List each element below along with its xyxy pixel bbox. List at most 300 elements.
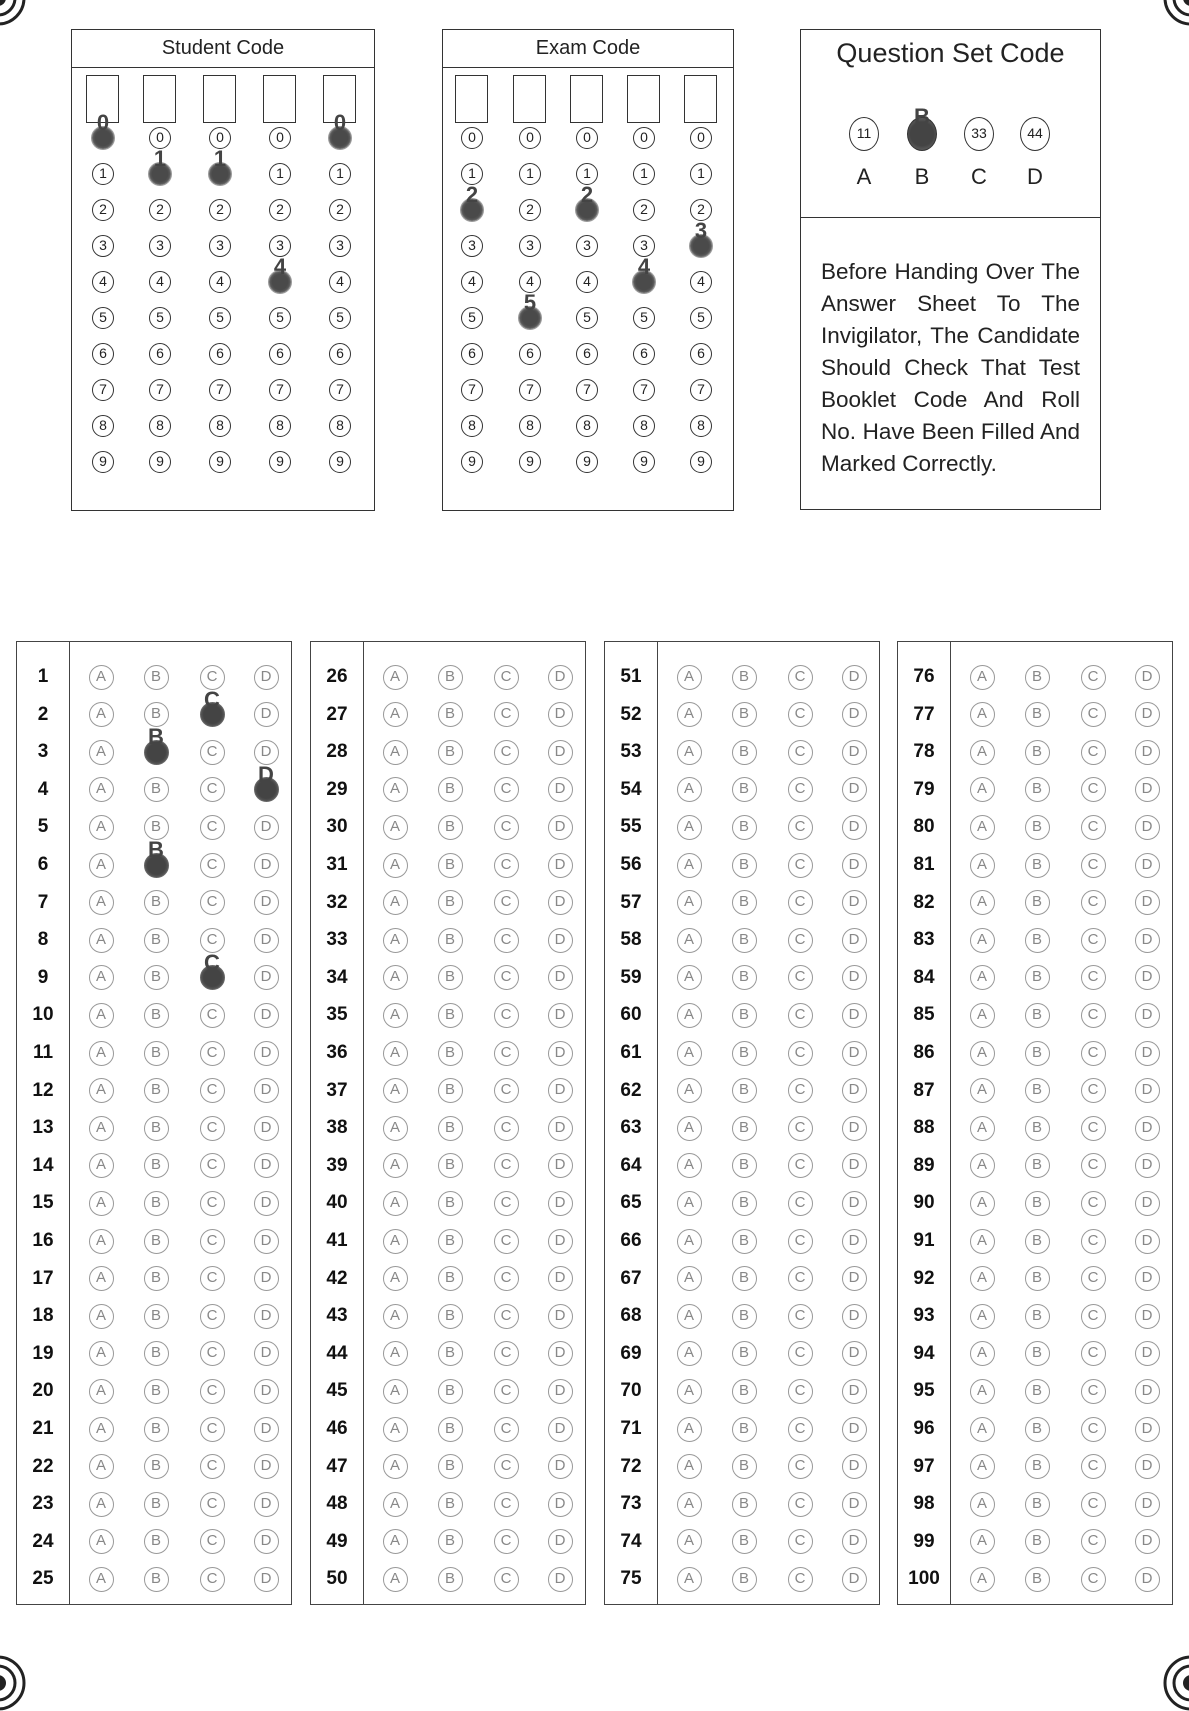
answer-option-bubble[interactable]: A [970,815,995,840]
answer-option-bubble[interactable]: A [677,890,702,915]
answer-option-bubble[interactable]: B [144,1529,169,1554]
answer-option-bubble[interactable]: C [1081,1492,1106,1517]
answer-option-bubble[interactable]: D [548,1417,573,1442]
answer-option-bubble[interactable]: D [842,853,867,878]
answer-option-bubble[interactable]: B [144,1041,169,1066]
answer-option-bubble[interactable]: C [1081,815,1106,840]
answer-option-bubble[interactable]: B [438,853,463,878]
student-code-bubble[interactable]: 9 [92,451,114,473]
answer-option-bubble[interactable]: B [438,1454,463,1479]
exam-code-bubble[interactable]: 9 [690,451,712,473]
answer-option-bubble[interactable]: D [548,1041,573,1066]
answer-option-bubble[interactable]: B [1025,1041,1050,1066]
answer-option-bubble[interactable]: B [144,890,169,915]
answer-option-bubble[interactable]: A [89,1153,114,1178]
answer-option-bubble[interactable]: D [254,1454,279,1479]
student-code-bubble[interactable]: 4 [329,271,351,293]
answer-option-bubble[interactable]: A [383,1229,408,1254]
answer-option-bubble[interactable]: D [254,665,279,690]
code-digit-input[interactable] [143,75,176,123]
answer-option-bubble[interactable]: B [438,1304,463,1329]
answer-option-bubble[interactable]: B [1025,1229,1050,1254]
answer-option-bubble[interactable]: D [548,965,573,990]
answer-option-bubble[interactable]: B [1025,1529,1050,1554]
answer-option-bubble[interactable]: B [1025,1417,1050,1442]
answer-option-bubble[interactable]: A [383,665,408,690]
answer-option-bubble[interactable]: C [200,1266,225,1291]
student-code-bubble[interactable]: 7 [149,379,171,401]
answer-option-bubble[interactable]: D [842,1529,867,1554]
answer-option-bubble[interactable]: D [548,928,573,953]
answer-option-bubble[interactable]: A [383,1492,408,1517]
answer-option-bubble[interactable]: C [494,740,519,765]
answer-option-bubble[interactable]: C [788,815,813,840]
student-code-bubble[interactable]: 9 [209,451,231,473]
exam-code-bubble[interactable]: 0 [633,127,655,149]
question-set-bubble-c[interactable]: 33 [964,117,994,151]
student-code-bubble[interactable]: 7 [329,379,351,401]
answer-option-bubble[interactable]: A [383,928,408,953]
exam-code-bubble[interactable]: 4 [519,271,541,293]
answer-option-bubble[interactable]: A [677,665,702,690]
answer-option-bubble[interactable]: C [200,740,225,765]
answer-option-bubble[interactable]: D [842,665,867,690]
student-code-bubble[interactable]: 8 [329,415,351,437]
answer-option-bubble[interactable]: D [842,1304,867,1329]
answer-option-bubble[interactable]: D [548,1567,573,1592]
answer-option-bubble[interactable]: D [842,1041,867,1066]
student-code-bubble[interactable]: 5 [269,307,291,329]
student-code-bubble[interactable]: 9 [329,451,351,473]
student-code-bubble[interactable]: 6 [329,343,351,365]
exam-code-bubble[interactable]: 6 [461,343,483,365]
answer-option-bubble[interactable]: A [970,1379,995,1404]
answer-option-bubble[interactable]: A [970,740,995,765]
exam-code-bubble[interactable]: 1 [461,163,483,185]
exam-code-bubble[interactable]: 6 [690,343,712,365]
answer-option-bubble[interactable]: D [548,1304,573,1329]
answer-option-bubble[interactable]: A [383,1116,408,1141]
answer-option-bubble[interactable]: B [438,890,463,915]
answer-option-bubble[interactable]: B [732,702,757,727]
answer-option-bubble[interactable]: D [548,890,573,915]
answer-option-bubble[interactable]: C [788,1492,813,1517]
answer-option-bubble[interactable]: C [494,1454,519,1479]
answer-option-bubble[interactable]: B [1025,740,1050,765]
answer-option-bubble[interactable]: A [89,1492,114,1517]
answer-option-bubble[interactable]: C [494,965,519,990]
answer-option-bubble[interactable]: B [1025,1379,1050,1404]
answer-option-bubble[interactable]: D [842,1191,867,1216]
answer-option-bubble[interactable]: D [1135,1266,1160,1291]
answer-option-bubble[interactable]: D [548,853,573,878]
answer-option-bubble[interactable]: A [677,1116,702,1141]
answer-option-bubble[interactable]: C [788,1454,813,1479]
answer-option-bubble[interactable]: A [89,1529,114,1554]
student-code-bubble[interactable]: 5 [149,307,171,329]
exam-code-bubble[interactable]: 1 [633,163,655,185]
answer-option-bubble[interactable]: B [1025,1153,1050,1178]
answer-option-bubble[interactable]: A [677,702,702,727]
student-code-bubble[interactable]: 3 [329,235,351,257]
answer-option-bubble[interactable]: A [383,702,408,727]
answer-option-bubble[interactable]: A [383,1379,408,1404]
answer-option-bubble[interactable]: C [200,1379,225,1404]
answer-option-bubble[interactable]: C [788,1341,813,1366]
answer-option-bubble[interactable]: D [842,890,867,915]
answer-option-bubble[interactable]: D [548,777,573,802]
answer-option-bubble[interactable]: B [144,815,169,840]
answer-option-bubble[interactable]: D [254,740,279,765]
exam-code-bubble[interactable]: 3 [461,235,483,257]
answer-option-bubble[interactable]: D [842,1341,867,1366]
answer-option-bubble[interactable]: C [200,1078,225,1103]
answer-option-bubble[interactable]: D [1135,1379,1160,1404]
answer-option-bubble[interactable]: C [494,665,519,690]
answer-option-bubble[interactable]: D [842,1379,867,1404]
answer-option-bubble[interactable]: A [89,1417,114,1442]
answer-option-bubble[interactable]: B [1025,1304,1050,1329]
answer-option-bubble[interactable]: C [788,1529,813,1554]
answer-option-bubble[interactable]: B [144,1454,169,1479]
code-digit-input[interactable] [513,75,546,123]
student-code-bubble[interactable]: 4 [149,271,171,293]
answer-option-bubble[interactable]: D [254,1191,279,1216]
exam-code-bubble[interactable]: 8 [690,415,712,437]
answer-option-bubble[interactable]: A [970,702,995,727]
answer-option-bubble[interactable]: A [970,928,995,953]
answer-option-bubble[interactable]: A [383,1341,408,1366]
answer-option-bubble[interactable]: C [1081,890,1106,915]
answer-option-bubble[interactable]: D [254,1229,279,1254]
answer-option-bubble[interactable]: D [254,965,279,990]
exam-code-bubble[interactable]: 0 [576,127,598,149]
answer-option-bubble[interactable]: C [494,1041,519,1066]
answer-option-bubble[interactable]: A [89,1229,114,1254]
exam-code-bubble[interactable]: 9 [519,451,541,473]
answer-option-bubble[interactable]: B [144,1379,169,1404]
answer-option-bubble[interactable]: B [144,1304,169,1329]
answer-option-bubble[interactable]: D [842,1229,867,1254]
answer-option-bubble[interactable]: B [438,1492,463,1517]
answer-option-bubble[interactable]: A [970,1153,995,1178]
answer-option-bubble[interactable]: A [383,1454,408,1479]
answer-option-bubble[interactable]: A [89,702,114,727]
answer-option-bubble[interactable]: C [494,1417,519,1442]
answer-option-bubble[interactable]: B [438,1153,463,1178]
answer-option-bubble[interactable]: D [842,965,867,990]
exam-code-bubble[interactable]: 5 [690,307,712,329]
answer-option-bubble[interactable]: A [383,1529,408,1554]
answer-option-bubble[interactable]: C [1081,1529,1106,1554]
answer-option-bubble[interactable]: D [548,1153,573,1178]
answer-option-bubble[interactable]: A [89,1078,114,1103]
answer-option-bubble[interactable]: B [732,890,757,915]
answer-option-bubble[interactable]: B [1025,1078,1050,1103]
answer-option-bubble[interactable]: D [1135,1417,1160,1442]
answer-option-bubble[interactable]: C [1081,1567,1106,1592]
answer-option-bubble[interactable]: A [89,965,114,990]
answer-option-bubble[interactable]: C [200,1567,225,1592]
answer-option-bubble[interactable]: B [144,965,169,990]
answer-option-bubble[interactable]: C [494,1266,519,1291]
answer-option-bubble[interactable]: A [677,965,702,990]
answer-option-bubble[interactable]: D [1135,1304,1160,1329]
answer-option-bubble[interactable]: C [788,1003,813,1028]
answer-option-bubble[interactable]: C [788,702,813,727]
student-code-bubble[interactable]: 4 [209,271,231,293]
answer-option-bubble[interactable]: C [200,665,225,690]
answer-option-bubble[interactable]: D [1135,1492,1160,1517]
student-code-bubble[interactable]: 3 [269,235,291,257]
answer-option-bubble[interactable]: B [732,1567,757,1592]
student-code-bubble[interactable]: 9 [149,451,171,473]
answer-option-bubble[interactable]: B [732,1078,757,1103]
exam-code-bubble[interactable]: 0 [461,127,483,149]
answer-option-bubble[interactable]: D [1135,1153,1160,1178]
answer-option-bubble[interactable]: B [1025,1191,1050,1216]
answer-option-bubble[interactable]: B [144,1417,169,1442]
answer-option-bubble[interactable]: A [677,1041,702,1066]
answer-option-bubble[interactable]: A [677,1078,702,1103]
answer-option-bubble[interactable]: B [1025,890,1050,915]
answer-option-bubble[interactable]: B [144,665,169,690]
answer-option-bubble[interactable]: B [438,1191,463,1216]
answer-option-bubble[interactable]: C [494,1529,519,1554]
answer-option-bubble[interactable]: A [677,853,702,878]
answer-option-bubble[interactable]: B [438,1041,463,1066]
answer-option-bubble[interactable]: C [1081,965,1106,990]
answer-option-bubble[interactable]: B [732,777,757,802]
student-code-bubble[interactable]: 5 [329,307,351,329]
exam-code-bubble[interactable]: 6 [633,343,655,365]
answer-option-bubble[interactable]: A [383,1567,408,1592]
answer-option-bubble[interactable]: D [842,1153,867,1178]
answer-option-bubble[interactable]: C [200,1191,225,1216]
student-code-bubble[interactable]: 8 [209,415,231,437]
answer-option-bubble[interactable]: D [254,928,279,953]
answer-option-bubble[interactable]: C [200,1116,225,1141]
answer-option-bubble[interactable]: B [438,1116,463,1141]
exam-code-bubble[interactable]: 6 [576,343,598,365]
answer-option-bubble[interactable]: D [1135,890,1160,915]
answer-option-bubble[interactable]: B [144,702,169,727]
answer-option-bubble[interactable]: B [144,1078,169,1103]
answer-option-bubble[interactable]: C [494,1304,519,1329]
answer-option-bubble[interactable]: D [548,1116,573,1141]
student-code-bubble[interactable]: 4 [92,271,114,293]
student-code-bubble[interactable]: 0 [269,127,291,149]
student-code-bubble[interactable]: 8 [269,415,291,437]
answer-option-bubble[interactable]: C [200,777,225,802]
answer-option-bubble[interactable]: D [254,890,279,915]
exam-code-bubble[interactable]: 5 [461,307,483,329]
answer-option-bubble[interactable]: D [548,702,573,727]
student-code-bubble[interactable]: 5 [209,307,231,329]
answer-option-bubble[interactable]: A [970,777,995,802]
answer-option-bubble[interactable]: A [677,1341,702,1366]
student-code-bubble[interactable]: 6 [269,343,291,365]
exam-code-bubble[interactable]: 2 [519,199,541,221]
answer-option-bubble[interactable]: B [438,1003,463,1028]
answer-option-bubble[interactable]: C [1081,777,1106,802]
exam-code-bubble[interactable]: 4 [576,271,598,293]
answer-option-bubble[interactable]: B [732,740,757,765]
answer-option-bubble[interactable]: C [788,1266,813,1291]
code-digit-input[interactable] [455,75,488,123]
answer-option-bubble[interactable]: B [1025,1266,1050,1291]
answer-option-bubble[interactable]: D [1135,1116,1160,1141]
answer-option-bubble[interactable]: C [494,928,519,953]
answer-option-bubble[interactable]: C [494,702,519,727]
student-code-bubble[interactable]: 9 [269,451,291,473]
answer-option-bubble[interactable]: C [200,890,225,915]
answer-option-bubble[interactable]: B [732,1417,757,1442]
answer-option-bubble[interactable]: B [438,740,463,765]
answer-option-bubble[interactable]: A [970,1417,995,1442]
answer-option-bubble[interactable]: A [970,1341,995,1366]
code-digit-input[interactable] [684,75,717,123]
answer-option-bubble[interactable]: D [548,815,573,840]
exam-code-bubble[interactable]: 9 [576,451,598,473]
answer-option-bubble[interactable]: C [788,1417,813,1442]
answer-option-bubble[interactable]: C [788,777,813,802]
answer-option-bubble[interactable]: C [200,928,225,953]
answer-option-bubble[interactable]: A [89,1567,114,1592]
code-digit-input[interactable] [570,75,603,123]
answer-option-bubble[interactable]: D [548,1229,573,1254]
student-code-bubble[interactable]: 7 [269,379,291,401]
answer-option-bubble[interactable]: C [1081,740,1106,765]
student-code-bubble[interactable]: 8 [92,415,114,437]
answer-option-bubble[interactable]: C [1081,928,1106,953]
answer-option-bubble[interactable]: C [494,1229,519,1254]
answer-option-bubble[interactable]: D [842,740,867,765]
answer-option-bubble[interactable]: A [89,1304,114,1329]
answer-option-bubble[interactable]: B [1025,853,1050,878]
student-code-bubble[interactable]: 7 [209,379,231,401]
answer-option-bubble[interactable]: B [732,1003,757,1028]
answer-option-bubble[interactable]: D [548,1266,573,1291]
answer-option-bubble[interactable]: A [970,1454,995,1479]
answer-option-bubble[interactable]: A [677,1379,702,1404]
answer-option-bubble[interactable]: A [383,1003,408,1028]
answer-option-bubble[interactable]: A [677,1191,702,1216]
answer-option-bubble[interactable]: C [1081,1454,1106,1479]
answer-option-bubble[interactable]: B [438,665,463,690]
student-code-bubble[interactable]: 6 [149,343,171,365]
answer-option-bubble[interactable]: A [677,777,702,802]
answer-option-bubble[interactable]: C [494,1567,519,1592]
answer-option-bubble[interactable]: A [89,1003,114,1028]
answer-option-bubble[interactable]: B [732,1229,757,1254]
answer-option-bubble[interactable]: D [548,665,573,690]
answer-option-bubble[interactable]: B [438,1266,463,1291]
exam-code-bubble[interactable]: 1 [576,163,598,185]
answer-option-bubble[interactable]: C [494,890,519,915]
answer-option-bubble[interactable]: B [144,1492,169,1517]
answer-option-bubble[interactable]: D [254,1341,279,1366]
answer-option-bubble[interactable]: D [548,1492,573,1517]
answer-option-bubble[interactable]: C [494,1379,519,1404]
answer-option-bubble[interactable]: A [89,1116,114,1141]
answer-option-bubble[interactable]: A [383,1041,408,1066]
answer-option-bubble[interactable]: A [89,890,114,915]
answer-option-bubble[interactable]: C [788,890,813,915]
student-code-bubble[interactable]: 6 [209,343,231,365]
answer-option-bubble[interactable]: C [1081,853,1106,878]
answer-option-bubble[interactable]: C [1081,1379,1106,1404]
answer-option-bubble[interactable]: A [970,1266,995,1291]
answer-option-bubble[interactable]: C [788,740,813,765]
exam-code-bubble[interactable]: 8 [576,415,598,437]
answer-option-bubble[interactable]: B [732,815,757,840]
answer-option-bubble[interactable]: D [254,702,279,727]
answer-option-bubble[interactable]: A [89,1341,114,1366]
exam-code-bubble[interactable]: 2 [633,199,655,221]
answer-option-bubble[interactable]: C [200,1229,225,1254]
answer-option-bubble[interactable]: B [438,965,463,990]
answer-option-bubble[interactable]: D [254,1003,279,1028]
answer-option-bubble[interactable]: B [438,1341,463,1366]
answer-option-bubble[interactable]: B [144,1341,169,1366]
answer-option-bubble[interactable]: C [788,1567,813,1592]
answer-option-bubble[interactable]: C [1081,1191,1106,1216]
answer-option-bubble[interactable]: C [494,1341,519,1366]
answer-option-bubble[interactable]: A [383,1304,408,1329]
answer-option-bubble[interactable]: C [788,1116,813,1141]
exam-code-bubble[interactable]: 4 [461,271,483,293]
answer-option-bubble[interactable]: C [200,1304,225,1329]
question-set-bubble-d[interactable]: 44 [1020,117,1050,151]
answer-option-bubble[interactable]: B [1025,777,1050,802]
answer-option-bubble[interactable]: A [677,1417,702,1442]
answer-option-bubble[interactable]: D [1135,1041,1160,1066]
answer-option-bubble[interactable]: A [970,890,995,915]
answer-option-bubble[interactable]: A [677,1529,702,1554]
answer-option-bubble[interactable]: D [1135,1078,1160,1103]
exam-code-bubble[interactable]: 7 [576,379,598,401]
answer-option-bubble[interactable]: B [732,665,757,690]
answer-option-bubble[interactable]: C [788,1078,813,1103]
exam-code-bubble[interactable]: 7 [633,379,655,401]
answer-option-bubble[interactable]: B [1025,1454,1050,1479]
answer-option-bubble[interactable]: B [732,1153,757,1178]
answer-option-bubble[interactable]: A [970,665,995,690]
answer-option-bubble[interactable]: B [732,928,757,953]
answer-option-bubble[interactable]: D [548,1341,573,1366]
answer-option-bubble[interactable]: D [254,853,279,878]
exam-code-bubble[interactable]: 5 [633,307,655,329]
answer-option-bubble[interactable]: C [494,1492,519,1517]
answer-option-bubble[interactable]: D [254,1417,279,1442]
answer-option-bubble[interactable]: A [89,1379,114,1404]
answer-option-bubble[interactable]: C [200,1041,225,1066]
answer-option-bubble[interactable]: D [1135,702,1160,727]
answer-option-bubble[interactable]: B [1025,1116,1050,1141]
answer-option-bubble[interactable]: B [144,1191,169,1216]
answer-option-bubble[interactable]: B [438,1417,463,1442]
answer-option-bubble[interactable]: A [677,740,702,765]
answer-option-bubble[interactable]: A [383,777,408,802]
answer-option-bubble[interactable]: C [1081,1116,1106,1141]
answer-option-bubble[interactable]: B [732,1529,757,1554]
answer-option-bubble[interactable]: D [548,1529,573,1554]
student-code-bubble[interactable]: 1 [269,163,291,185]
student-code-bubble[interactable]: 2 [92,199,114,221]
student-code-bubble[interactable]: 6 [92,343,114,365]
answer-option-bubble[interactable]: B [732,1266,757,1291]
